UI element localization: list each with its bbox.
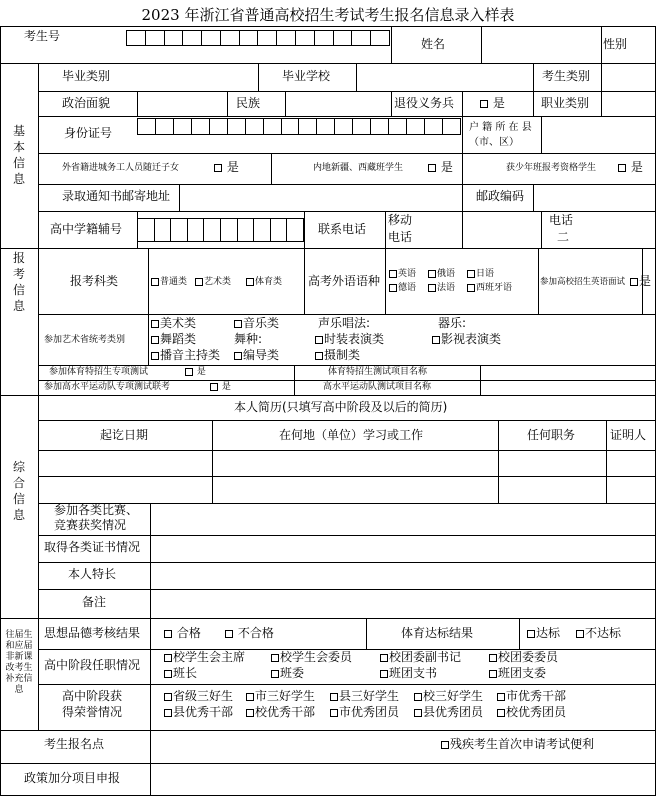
checkbox-icon[interactable] — [441, 741, 449, 749]
section-supplement-label: 往届生和应届非新课改考生补充信息 — [5, 630, 33, 695]
checkbox-icon[interactable] — [234, 320, 242, 328]
checkbox-icon[interactable] — [164, 654, 172, 662]
art-option-music[interactable]: 音乐类 — [234, 317, 279, 331]
hukou-label-1: 户 籍 所 在 县 — [469, 122, 532, 133]
mobile-label-1: 移动 — [388, 213, 413, 227]
veteran-label: 退役义务兵 — [394, 96, 455, 110]
checkbox-icon[interactable] — [214, 164, 222, 172]
honor-option-1[interactable]: 省级三好生 — [164, 690, 233, 704]
checkbox-icon[interactable] — [151, 352, 159, 360]
grad-school-label: 毕业学校 — [282, 69, 331, 83]
politics-label: 政治面貌 — [62, 96, 111, 110]
notes-label: 备注 — [82, 595, 107, 609]
elite-team-option[interactable]: 是 — [210, 382, 231, 392]
checkbox-icon[interactable] — [246, 693, 254, 701]
checkbox-icon[interactable] — [330, 709, 338, 717]
phone2-label-2: 二 — [557, 230, 570, 244]
occupation-label: 职业类别 — [541, 96, 590, 110]
checkbox-icon[interactable] — [185, 368, 193, 376]
section-basic-label: 基本信息 — [12, 124, 25, 186]
elite-team-label: 参加高水平运动队专项测试联考 — [44, 382, 171, 392]
awards-label-2: 竞赛获奖情况 — [54, 518, 127, 532]
checkbox-icon[interactable] — [195, 278, 203, 286]
honors-label-1: 高中阶段获 — [62, 689, 123, 703]
honor-option-7[interactable]: 校优秀干部 — [246, 706, 315, 720]
awards-label-1: 参加各类比赛、 — [54, 503, 139, 517]
post-option-branch-member[interactable]: 班团支委 — [489, 667, 546, 681]
migrant-label: 外省籍进城务工人员随迁子女 — [62, 163, 180, 173]
elite-team-name-label: 高水平运动队测试项目名称 — [323, 382, 432, 392]
checkbox-icon[interactable] — [467, 270, 475, 278]
veteran-option[interactable]: 是 — [480, 97, 505, 111]
checkbox-icon[interactable] — [380, 654, 388, 662]
honor-option-2[interactable]: 市三好学生 — [246, 690, 315, 704]
checkbox-icon[interactable] — [151, 278, 159, 286]
instrument-label: 器乐: — [438, 316, 467, 330]
checkbox-icon[interactable] — [428, 284, 436, 292]
form-title: 2023 年浙江省普通高校招生考试考生报名信息录入样表 — [141, 6, 515, 24]
checkbox-icon[interactable] — [271, 670, 279, 678]
resume-heading: 本人简历(只填写高中阶段及以后的简历) — [234, 400, 448, 414]
post-option-branch-secretary[interactable]: 班团支书 — [380, 667, 437, 681]
section-apply-label: 报考信息 — [12, 251, 25, 313]
checkbox-icon[interactable] — [497, 693, 505, 701]
checkbox-icon[interactable] — [210, 383, 218, 391]
pe-pass-option[interactable]: 达标 — [527, 627, 560, 641]
id-card-label: 身份证号 — [64, 126, 113, 140]
honors-label-2: 得荣誉情况 — [62, 705, 123, 719]
checkbox-icon[interactable] — [246, 278, 254, 286]
student-no-boxes[interactable] — [137, 218, 304, 242]
art-option-dance[interactable]: 舞蹈类 — [151, 333, 196, 347]
mobile-label-2: 电话 — [388, 230, 413, 244]
post-option-sa-member[interactable]: 校学生会委员 — [271, 651, 352, 665]
phone2-label-1: 电话 — [549, 213, 574, 227]
checkbox-icon[interactable] — [527, 630, 535, 638]
checkbox-icon[interactable] — [428, 164, 436, 172]
xinjiang-label: 内地新疆、西藏班学生 — [313, 163, 404, 173]
checkbox-icon[interactable] — [630, 278, 638, 286]
pe-fail-option[interactable]: 不达标 — [576, 627, 621, 641]
checkbox-icon[interactable] — [428, 270, 436, 278]
art-option-fine-arts[interactable]: 美术类 — [151, 317, 196, 331]
checkbox-icon[interactable] — [164, 693, 172, 701]
subject-option-pe[interactable]: 体育类 — [246, 277, 282, 287]
art-option-fashion[interactable]: 时装表演类 — [315, 333, 384, 347]
checkbox-icon[interactable] — [414, 693, 422, 701]
name-label: 姓名 — [421, 37, 446, 51]
foreign-lang-label: 高考外语语种 — [308, 274, 381, 288]
honor-option-8[interactable]: 市优秀团员 — [330, 706, 399, 720]
subject-option-general[interactable]: 普通类 — [151, 277, 187, 287]
postcode-label: 邮政编码 — [476, 189, 525, 203]
art-option-broadcast[interactable]: 播音主持类 — [151, 349, 220, 363]
certs-label: 取得各类证书情况 — [44, 540, 141, 554]
honor-option-9[interactable]: 县优秀团员 — [414, 706, 483, 720]
id-card-boxes[interactable] — [137, 118, 461, 135]
lang-option-english[interactable]: 英语 — [389, 269, 416, 279]
subject-option-art[interactable]: 艺术类 — [195, 277, 231, 287]
disability-option[interactable]: 残疾考生首次申请考试便利 — [441, 738, 594, 752]
art-exam-label: 参加艺术省统考类别 — [44, 335, 126, 345]
exam-site-label: 考生报名点 — [44, 737, 105, 751]
interview-option[interactable]: 是 — [630, 275, 651, 289]
checkbox-icon[interactable] — [151, 336, 159, 344]
exam-no-label: 考生号 — [24, 29, 61, 43]
subject-type-label: 报考科类 — [70, 274, 119, 288]
pe-special-option[interactable]: 是 — [185, 367, 206, 377]
checkbox-icon[interactable] — [271, 654, 279, 662]
section-comprehensive-label: 综合信息 — [12, 460, 25, 522]
checkbox-icon[interactable] — [164, 670, 172, 678]
lang-option-french[interactable]: 法语 — [428, 283, 455, 293]
checkbox-icon[interactable] — [389, 284, 397, 292]
post-option-league-deputy[interactable]: 校团委副书记 — [380, 651, 461, 665]
art-option-filming[interactable]: 摄制类 — [315, 349, 360, 363]
juvenile-option[interactable]: 是 — [618, 161, 643, 175]
pe-special-label: 参加体育特招生专项测试 — [49, 367, 149, 377]
exam-type-label: 考生类别 — [542, 69, 591, 83]
checkbox-icon[interactable] — [414, 709, 422, 717]
contact-label: 联系电话 — [318, 222, 367, 236]
checkbox-icon[interactable] — [380, 670, 388, 678]
honor-option-10[interactable]: 校优秀团员 — [497, 706, 566, 720]
juvenile-label: 获少年班报考资格学生 — [506, 163, 597, 173]
post-option-class-committee[interactable]: 班委 — [271, 667, 304, 681]
xinjiang-option[interactable]: 是 — [428, 161, 453, 175]
resume-col-place: 在何地（单位）学习或工作 — [279, 428, 424, 442]
skills-label: 本人特长 — [68, 567, 117, 581]
checkbox-icon[interactable] — [618, 164, 626, 172]
art-option-directing[interactable]: 编导类 — [234, 349, 279, 363]
migrant-option[interactable]: 是 — [214, 161, 239, 175]
honor-option-4[interactable]: 校三好学生 — [414, 690, 483, 704]
resume-col-position: 任何职务 — [527, 428, 576, 442]
vocal-style-label: 声乐唱法: — [318, 316, 371, 330]
checkbox-icon[interactable] — [234, 352, 242, 360]
checkbox-icon[interactable] — [164, 709, 172, 717]
honor-option-6[interactable]: 县优秀干部 — [164, 706, 233, 720]
checkbox-icon[interactable] — [389, 270, 397, 278]
lang-option-spanish[interactable]: 西班牙语 — [467, 283, 512, 293]
interview-label: 参加高校招生英语面试 — [540, 277, 626, 287]
student-no-label: 高中学籍辅号 — [50, 222, 123, 236]
posts-label: 高中阶段任职情况 — [44, 658, 141, 672]
exam-no-boxes[interactable] — [126, 30, 390, 46]
resume-col-dates: 起讫日期 — [100, 428, 149, 442]
post-option-sa-chair[interactable]: 校学生会主席 — [164, 651, 245, 665]
checkbox-icon[interactable] — [497, 709, 505, 717]
checkbox-icon[interactable] — [164, 630, 172, 638]
mail-address-label: 录取通知书邮寄地址 — [62, 189, 171, 203]
honor-option-3[interactable]: 县三好学生 — [330, 690, 399, 704]
hukou-label-2: （市、区） — [469, 137, 519, 148]
post-option-league-member[interactable]: 校团委委员 — [489, 651, 558, 665]
post-option-monitor[interactable]: 班长 — [164, 667, 197, 681]
morality-pass-option[interactable]: 合格 — [164, 627, 201, 641]
checkbox-icon[interactable] — [489, 670, 497, 678]
art-option-film[interactable]: 影视表演类 — [432, 333, 501, 347]
checkbox-icon[interactable] — [489, 654, 497, 662]
checkbox-icon[interactable] — [432, 336, 440, 344]
ethnicity-label: 民族 — [236, 96, 261, 110]
lang-option-japanese[interactable]: 日语 — [467, 269, 494, 279]
morality-fail-option[interactable]: 不合格 — [225, 627, 274, 641]
checkbox-icon[interactable] — [315, 336, 323, 344]
checkbox-icon[interactable] — [467, 284, 475, 292]
checkbox-icon[interactable] — [151, 320, 159, 328]
grad-type-label: 毕业类别 — [62, 69, 111, 83]
checkbox-icon[interactable] — [576, 630, 584, 638]
lang-option-german[interactable]: 德语 — [389, 283, 416, 293]
checkbox-icon[interactable] — [315, 352, 323, 360]
lang-option-russian[interactable]: 俄语 — [428, 269, 455, 279]
checkbox-icon[interactable] — [246, 709, 254, 717]
checkbox-icon[interactable] — [480, 100, 488, 108]
checkbox-icon[interactable] — [225, 630, 233, 638]
pe-standard-label: 体育达标结果 — [401, 626, 474, 640]
resume-col-witness: 证明人 — [610, 428, 647, 442]
gender-label: 性别 — [603, 37, 628, 51]
honor-option-5[interactable]: 市优秀干部 — [497, 690, 566, 704]
checkbox-icon[interactable] — [330, 693, 338, 701]
pe-special-name-label: 体育特招生测试项目名称 — [328, 367, 428, 377]
morality-label: 思想品德考核结果 — [44, 626, 141, 640]
bonus-label: 政策加分项目申报 — [24, 771, 121, 785]
dance-style-label: 舞种: — [234, 332, 263, 346]
